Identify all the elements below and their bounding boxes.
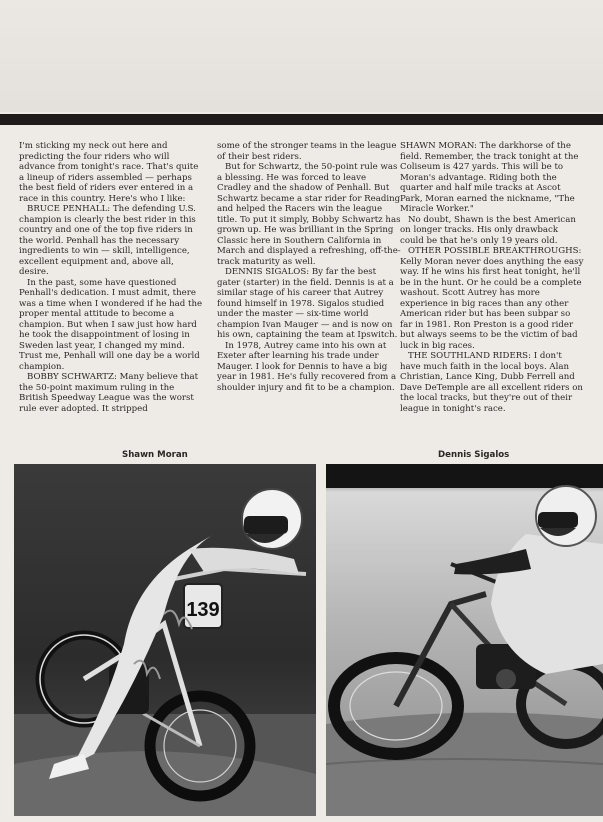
paragraph: In the past, some have questioned Penhall's dedication. I must admit, there was a time when I wondered if he had the proper mental attitude to become a champion. But when I saw just how hard he took the disappointment of losing in Sweden last year, I changed my mind. Trust me, Penhall will one day be a world champion. bbox=[19, 277, 203, 372]
paragraph: BRUCE PENHALL: The defending U.S. champion is clearly the best rider in this country and one of the top five riders in the world. Penhall has the necessary ingredients to win — skill, intelligence, excellent equipment and, above all, desire. bbox=[19, 204, 196, 277]
photo-caption-dennis-sigalos: Dennis Sigalos bbox=[438, 450, 510, 460]
paragraph: THE SOUTHLAND RIDERS: I don't have much faith in the local boys. Alan Christian, Lance King, Dubb Ferrell and Dave DeTemple are all excellent riders on the local tracks, but they're out of their league in tonight's race. bbox=[400, 351, 583, 414]
paragraph: I'm sticking my neck out here and predicting the four riders who will advance from tonight's race. That's quite a lineup of riders assembled — perhaps the best field of riders ever entered in a race in this country. Here's who I like: bbox=[19, 141, 199, 204]
paragraph: DENNIS SIGALOS: By far the best gater (starter) in the field. Dennis is at a similar stage of his career that Autrey found himself in 1978. Sigalos studied under the master — six-time world champion Ivan Mauger — and is now on his own, captaining the team at Ipswitch. bbox=[217, 267, 398, 340]
paragraph: some of the stronger teams in the league of their best riders. bbox=[217, 141, 397, 162]
paragraph: No doubt, Shawn is the best American on longer tracks. His only drawback could be that he's only 19 years old. bbox=[400, 214, 576, 246]
photo-shawn-moran bbox=[14, 464, 316, 816]
photo-dennis-sigalos bbox=[326, 464, 603, 816]
article-column-3 bbox=[400, 141, 584, 414]
paragraph: BOBBY SCHWARTZ: Many believe that the 50-point maximum ruling in the British Speedway League was the worst rule ever adopted. It stripped bbox=[19, 372, 199, 414]
article-column-2 bbox=[217, 141, 401, 393]
top-margin bbox=[0, 0, 603, 112]
bike-number: 139 bbox=[186, 599, 220, 621]
paragraph: But for Schwartz, the 50-point rule was a blessing. He was forced to leave Cradley and the shadow of Penhall. But Schwartz became a star rider for Reading and helped the Racers win the league title. To put it simply, Bobby Schwartz has grown up. He was brilliant in the Spring Classic here in Southern California in March and displayed a refreshing, off-the-track maturity as well. bbox=[217, 162, 401, 267]
article-column-1 bbox=[19, 141, 203, 414]
paragraph: In 1978, Autrey came into his own at Exeter after learning his trade under Mauger. I look for Dennis to have a big year in 1981. He's fully recovered from a shoulder injury and fit to be a champion. bbox=[217, 340, 397, 393]
paragraph: OTHER POSSIBLE BREAKTHROUGHS: Kelly Moran never does anything the easy way. If he wins his first heat tonight, he'll be in the hunt. Or he could be a complete washout. Scott Autrey has more experience in big races than any other American rider but has been subpar so far in 1981. Ron Preston is a good rider but always seems to be the victim of bad luck in big races. bbox=[400, 246, 584, 351]
photo-caption-shawn-moran: Shawn Moran bbox=[122, 450, 188, 460]
header-rule bbox=[0, 114, 603, 125]
paragraph: SHAWN MORAN: The darkhorse of the field. Remember, the track tonight at the Coliseum is 427 yards. This will be to Moran's advantage. Riding both the quarter and half mile tracks at Ascot Park, Moran earned the nickname, "The Miracle Worker." bbox=[400, 141, 579, 214]
